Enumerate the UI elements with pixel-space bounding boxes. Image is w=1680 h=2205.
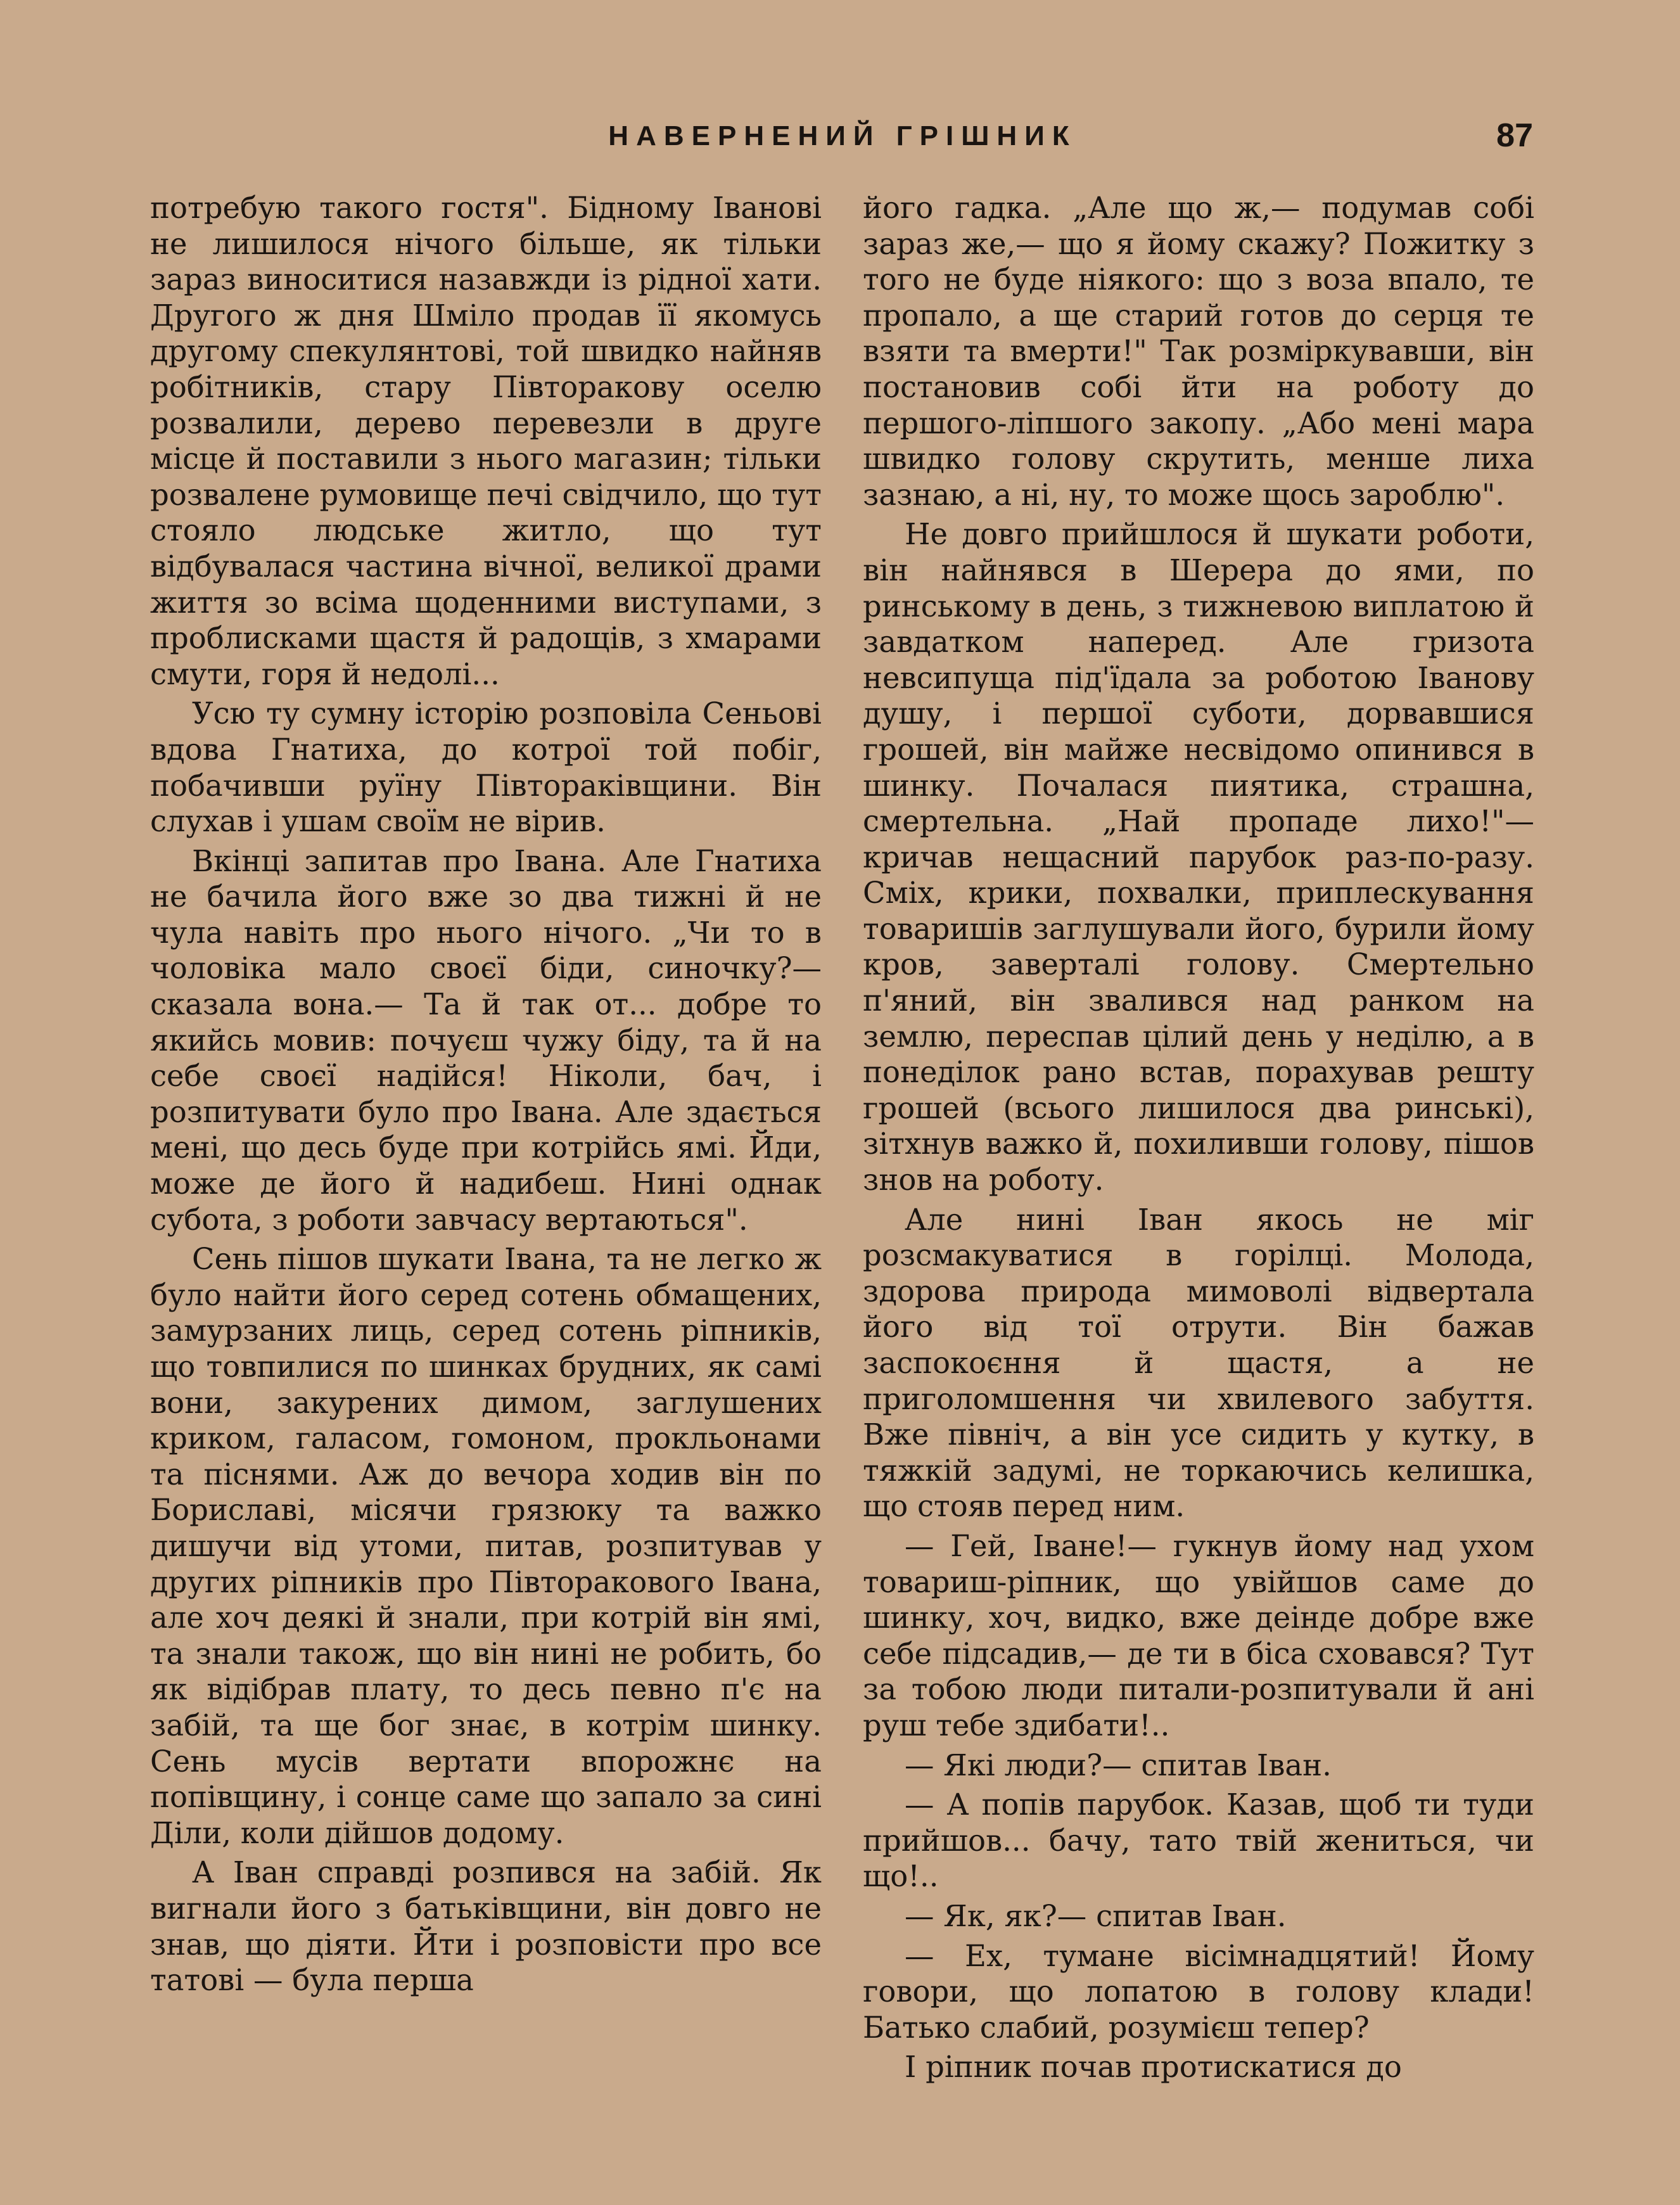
paragraph: — Ех, тумане вісімнадцятий! Йому говори, що лопатою в голову клади! Батько слабий, розумієш тепер?	[863, 1938, 1534, 2045]
page-number: 87	[1496, 117, 1533, 154]
paragraph: А Іван справді розпився на забій. Як вигнали його з батьківщини, він довго не знав, що діяти. Йти і розповісти про все татові — була перша	[150, 1855, 822, 1998]
paragraph: — Гей, Іване!— гукнув йому над ухом товариш-ріпник, що увійшов саме до шинку, хоч, видко, вже деінде добре вже себе підсадив,— де ти в біса сховався? Тут за тобою люди питали-розпитували й ані руш тебе здибати!..	[863, 1528, 1534, 1742]
paragraph: — Як, як?— спитав Іван.	[905, 1898, 1287, 1933]
paragraph: Сень пішов шукати Івана, та не легко ж було найти його серед сотень обмащених, замурзаних лиць, серед сотень ріпників, що товпилися по шинках брудних, як самі вони, закурених димом, заглушених криком, галасом, гомоном, прокльонами та піснями. Аж до вечора ходив він по Бориславі, місячи грязюку та важко дишучи від утоми, питав, розпитував у других ріпників про Півторакового Івана, але хоч деякі й знали, при котрій він ямі, та знали також, що він нині не робить, бо як відібрав плату, то десь певно п'є на забій, та ще бог знає, в котрім шинку. Сень мусів вертати впорожнє на попівщину, і сонце саме що запало за сині Діли, коли дійшов додому.	[150, 1242, 822, 1850]
paragraph: його гадка. „Але що ж,— подумав собі зараз же,— що я йому скажу? Пожитку з того не буде ніякого: що з воза впало, те пропало, а ще старий готов до серця те взяти та вмерти!" Так розміркувавши, він постановив собі йти на роботу до першого-ліпшого закопу. „Або мені мара швидко голову скрутить, менше лиха зазнаю, а ні, ну, то може щось зароблю".	[863, 191, 1534, 512]
paragraph: потребую такого гостя". Бідному Іванові не лишилося нічого більше, як тільки зараз виноситися назавжди із рідної хати. Другого ж дня Шміло продав її якомусь другому спекулянтові, той швидко найняв робітників, стару Півторакову оселю розвалили, дерево перевезли в друге місце й поставили з нього магазин; тільки розвалене румовище печі свідчило, що тут стояло людське житло, що тут відбувалася частина вічної, великої драми життя зо всіма щоденними виступами, з проблисками щастя й радощів, з хмарами смути, горя й недолі...	[150, 191, 822, 691]
paragraph: Вкінці запитав про Івана. Але Гнатиха не бачила його вже зо два тижні й не чула навіть про нього нічого. „Чи то в чоловіка мало своєї біди, синочку?— сказала вона.— Та й так от... добре то якийсь мовив: почуєш чужу біду, та й на себе своєї надійся! Ніколи, бач, і розпитувати було про Івана. Але здається мені, що десь буде при котрійсь ямі. Йди, може де його й надибеш. Нині однак субота, з роботи завчасу вертаються".	[150, 843, 822, 1237]
text-column-right	[863, 190, 1534, 2089]
running-header	[152, 117, 1533, 165]
paragraph: — А попів парубок. Казав, щоб ти туди прийшов... бачу, тато твій жениться, чи що!..	[863, 1787, 1534, 1894]
text-column-left	[150, 190, 822, 2002]
running-title: НАВЕРНЕНИЙ ГРІШНИК	[608, 120, 1077, 151]
paragraph: Усю ту сумну історію розповіла Сеньові вдова Гнатиха, до котрої той побіг, побачивши руїну Півтораківщини. Він слухав і ушам своїм не вірив.	[150, 696, 822, 839]
paragraph: Але нині Іван якось не міг розсмакуватися в горілці. Молода, здорова природа мимоволі відвертала його від тої отрути. Він бажав заспокоєння й щастя, а не приголомшення чи хвилевого забуття. Вже північ, а він усе сидить у кутку, в тяжкій задумі, не торкаючись келишка, що стояв перед ним.	[863, 1202, 1534, 1524]
paragraph: І ріпник почав протискатися до	[905, 2050, 1402, 2085]
paragraph: Не довго прийшлося й шукати роботи, він найнявся в Шерера до ями, по ринському в день, з тижневою виплатою й завдатком наперед. Але гризота невсипуща під'їдала за роботою Іванову душу, і першої суботи, дорвавшися грошей, він майже несвідомо опинився в шинку. Почалася пиятика, страшна, смертельна. „Най пропаде лихо!"— кричав нещасний парубок раз-по-разу. Сміх, крики, похвалки, приплескування товаришів заглушували його, бурили йому кров, заверталі голову. Смертельно п'яний, він звалився над ранком на землю, переспав цілий день у неділю, а в понеділок рано встав, порахував решту грошей (всього лишилося два ринські), зітхнув важко й, похиливши голову, пішов знов на роботу.	[863, 517, 1534, 1198]
paragraph: — Які люди?— спитав Іван.	[905, 1748, 1332, 1782]
